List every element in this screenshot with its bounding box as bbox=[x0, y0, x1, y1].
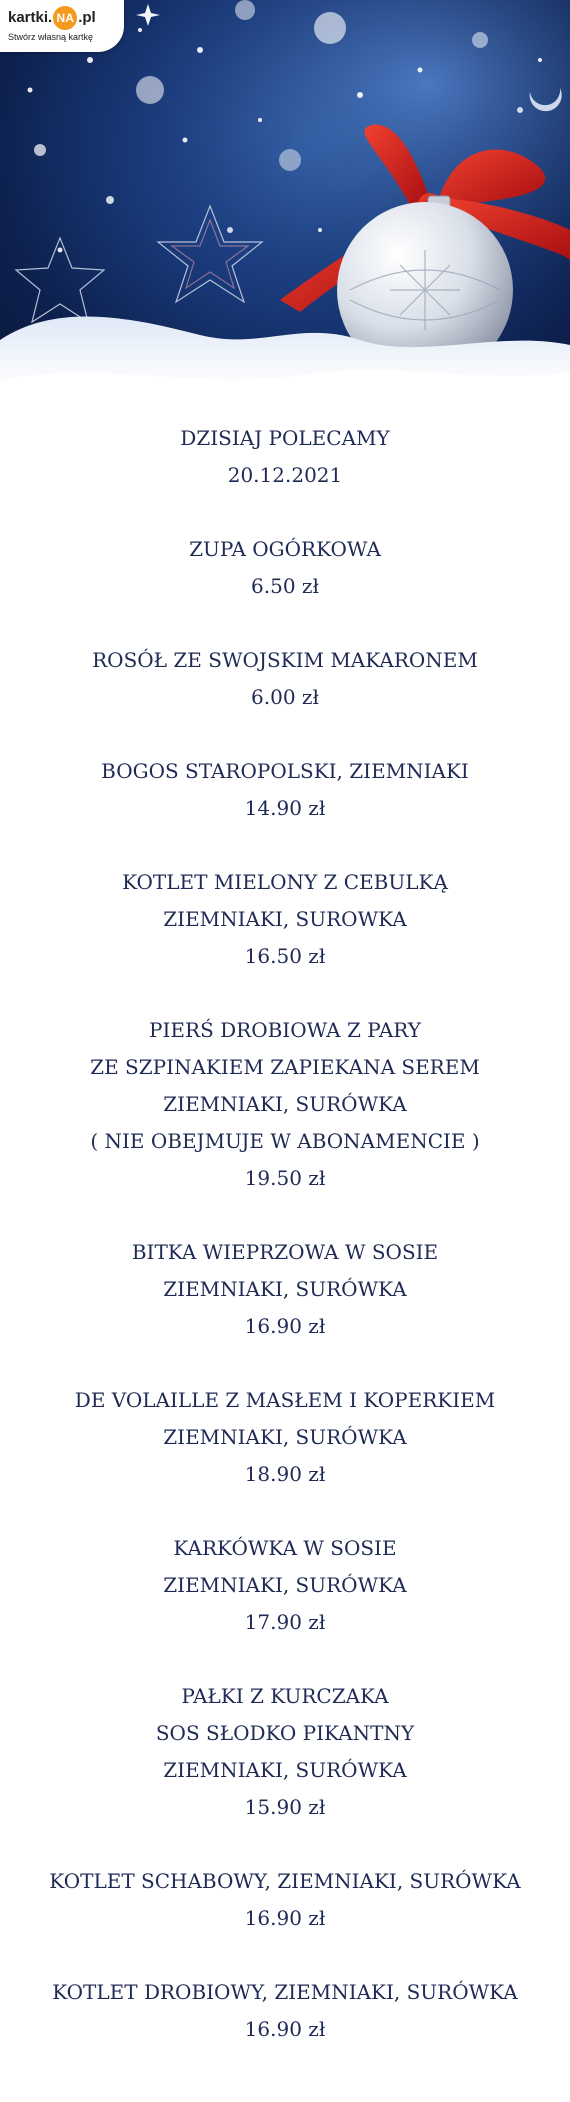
menu-item-line: ZIEMNIAKI, SURÓWKA bbox=[163, 1758, 407, 1782]
menu-item-price: 14.90 zł bbox=[244, 796, 326, 820]
menu-item-line: ( NIE OBEJMUJE W ABONAMENCIE ) bbox=[90, 1129, 480, 1153]
menu-item-price: 16.90 zł bbox=[244, 1314, 326, 1338]
menu-date: 20.12.2021 bbox=[227, 463, 343, 487]
logo-badge: NA bbox=[53, 6, 77, 30]
menu-item-line: ZE SZPINAKIEM ZAPIEKANA SEREM bbox=[90, 1055, 480, 1079]
menu-item bbox=[0, 1234, 570, 1345]
menu-item-line: KARKÓWKA W SOSIE bbox=[173, 1536, 397, 1560]
menu-item-price: 16.90 zł bbox=[244, 1906, 326, 1930]
menu-item bbox=[0, 864, 570, 975]
menu-spacer bbox=[0, 605, 570, 642]
menu-spacer bbox=[0, 1345, 570, 1382]
menu-item-price: 19.50 zł bbox=[244, 1166, 326, 1190]
site-logo[interactable] bbox=[0, 0, 124, 52]
menu-item-price: 16.50 zł bbox=[244, 944, 326, 968]
menu-spacer bbox=[0, 494, 570, 531]
menu-item-price: 17.90 zł bbox=[244, 1610, 326, 1634]
menu-item bbox=[0, 1678, 570, 1826]
menu-item-line: ZIEMNIAKI, SURÓWKA bbox=[163, 1573, 407, 1597]
menu-item bbox=[0, 531, 570, 605]
logo-wordmark: kartki. NA .pl bbox=[8, 6, 96, 30]
menu-item-price: 15.90 zł bbox=[244, 1795, 326, 1819]
menu-item-price: 16.90 zł bbox=[244, 2017, 326, 2041]
menu-item-line: PIERŚ DROBIOWA Z PARY bbox=[149, 1018, 421, 1042]
menu-item bbox=[0, 1530, 570, 1641]
christmas-banner bbox=[0, 0, 570, 420]
menu-item-line: DE VOLAILLE Z MASŁEM I KOPERKIEM bbox=[74, 1388, 496, 1412]
menu-spacer bbox=[0, 827, 570, 864]
menu-item bbox=[0, 1012, 570, 1197]
menu-item-price: 6.00 zł bbox=[251, 685, 319, 709]
menu-item-line: ROSÓŁ ZE SWOJSKIM MAKARONEM bbox=[92, 648, 478, 672]
menu-item-price: 6.50 zł bbox=[251, 574, 319, 598]
menu-item-line: KOTLET SCHABOWY, ZIEMNIAKI, SURÓWKA bbox=[49, 1869, 521, 1893]
menu-item bbox=[0, 642, 570, 716]
menu-item-line: ZUPA OGÓRKOWA bbox=[189, 537, 381, 561]
menu-item-line: SOS SŁODKO PIKANTNY bbox=[155, 1721, 415, 1745]
christmas-scene-illustration bbox=[0, 0, 570, 420]
menu-item-line: BITKA WIEPRZOWA W SOSIE bbox=[131, 1240, 439, 1264]
menu-item-price: 18.90 zł bbox=[244, 1462, 326, 1486]
menu-item-line: PAŁKI Z KURCZAKA bbox=[181, 1684, 389, 1708]
menu-spacer bbox=[0, 1641, 570, 1678]
menu-item-line: ZIEMNIAKI, SURÓWKA bbox=[163, 1277, 407, 1301]
menu-items bbox=[0, 494, 570, 2048]
menu-item-line: ZIEMNIAKI, SURÓWKA bbox=[163, 1092, 407, 1116]
menu-spacer bbox=[0, 1493, 570, 1530]
menu-item bbox=[0, 1382, 570, 1493]
menu-item-line: ZIEMNIAKI, SUROWKA bbox=[163, 907, 407, 931]
menu-item-line: BOGOS STAROPOLSKI, ZIEMNIAKI bbox=[101, 759, 469, 783]
menu-header: DZISIAJ POLECAMY bbox=[180, 426, 390, 450]
menu-spacer bbox=[0, 975, 570, 1012]
menu-item-line: KOTLET MIELONY Z CEBULKĄ bbox=[122, 870, 448, 894]
menu-item-line: ZIEMNIAKI, SURÓWKA bbox=[163, 1425, 407, 1449]
menu-spacer bbox=[0, 1937, 570, 1974]
menu-spacer bbox=[0, 1197, 570, 1234]
logo-tagline: Stwórz własną kartkę bbox=[8, 32, 94, 42]
menu-spacer bbox=[0, 1826, 570, 1863]
menu-item-line: KOTLET DROBIOWY, ZIEMNIAKI, SURÓWKA bbox=[52, 1980, 518, 2004]
daily-menu bbox=[0, 420, 570, 2048]
menu-item bbox=[0, 753, 570, 827]
menu-spacer bbox=[0, 716, 570, 753]
menu-item bbox=[0, 1974, 570, 2048]
menu-item bbox=[0, 1863, 570, 1937]
